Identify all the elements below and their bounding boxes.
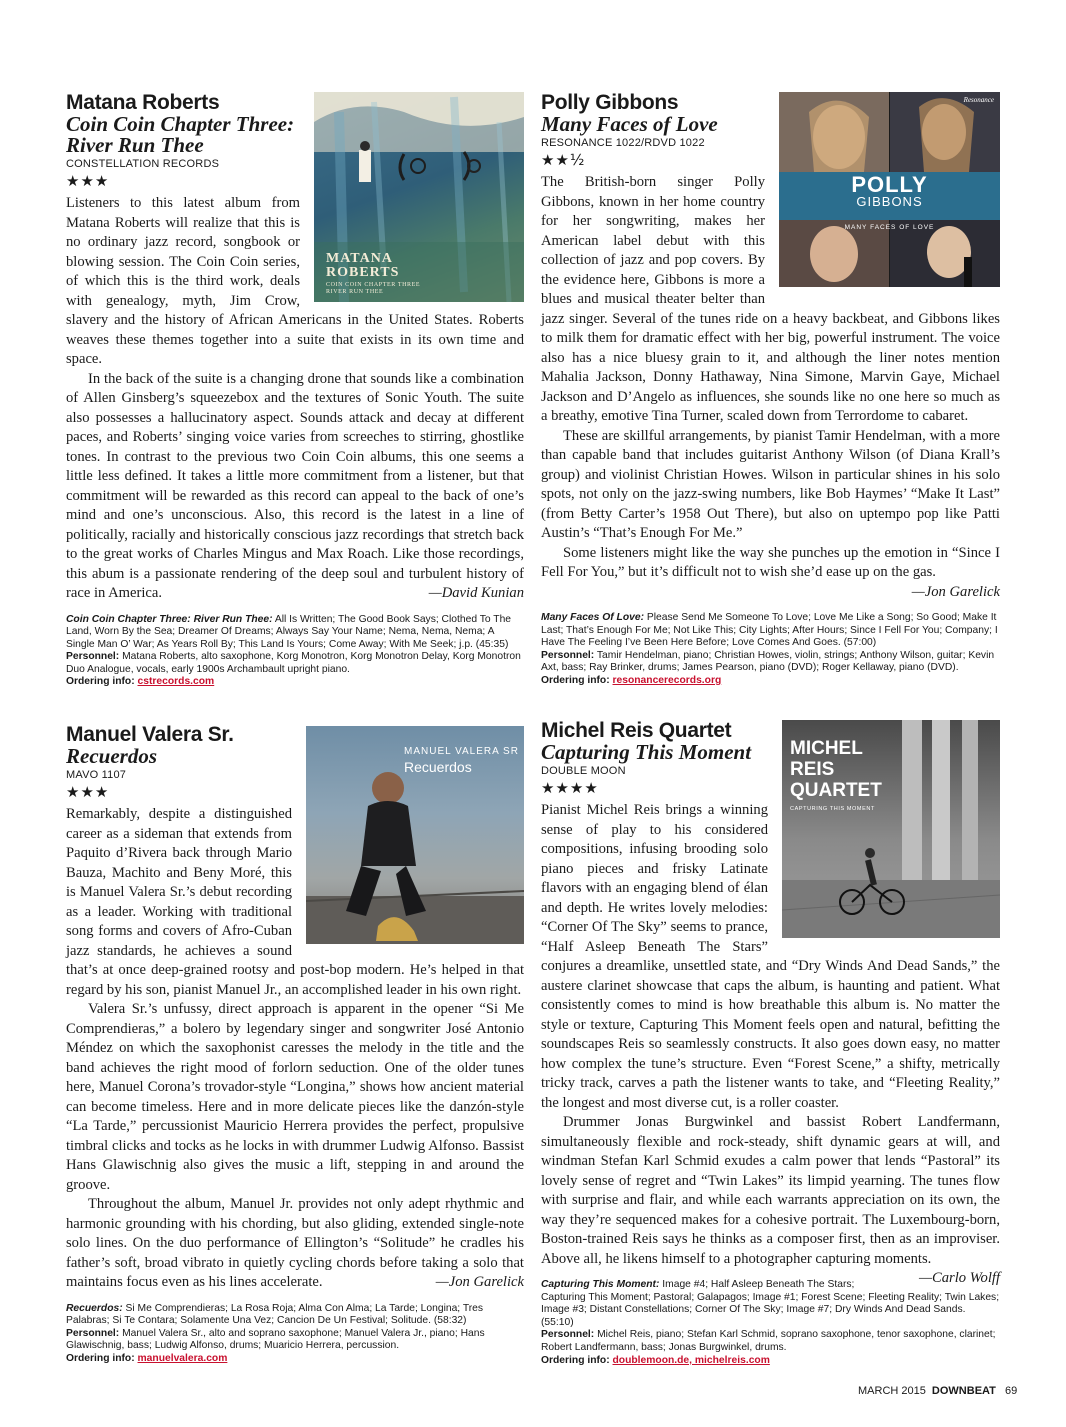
track-listing xyxy=(66,614,524,690)
review-manuel-valera xyxy=(66,724,524,1365)
album-cover-many-faces xyxy=(779,92,1000,287)
cover-album-name: Recuerdos xyxy=(404,759,472,775)
record-label: DOUBLE MOON xyxy=(541,765,626,777)
review-album-title: Recuerdos xyxy=(66,744,157,768)
tracks-title: Recuerdos: xyxy=(66,1302,123,1314)
album-cover-coin-coin xyxy=(314,92,524,302)
cover-artist-surname: GIBBONS xyxy=(856,194,923,209)
review-byline: —Carlo Wolff xyxy=(919,1270,1000,1286)
personnel-label: Personnel: xyxy=(66,1327,120,1339)
star-rating: ★★½ xyxy=(541,151,586,169)
review-byline: —Jon Garelick xyxy=(911,583,1000,600)
issue-date: MARCH 2015 xyxy=(858,1385,926,1397)
record-label: MAVO 1107 xyxy=(66,769,127,781)
track-listing xyxy=(541,612,1000,688)
personnel-list: Matana Roberts, alto saxophone, Korg Monotron, Korg Monotron Delay, Korg Monotron Duo Analogue, vocals, early 1900s Archambault upright piano. xyxy=(66,651,521,675)
review-byline: —Jon Garelick xyxy=(435,1274,524,1290)
star-rating: ★★★★ xyxy=(541,779,599,797)
tracks-title: Many Faces Of Love: xyxy=(541,612,644,623)
track-listing xyxy=(541,1279,1000,1367)
review-paragraph: Throughout the album, Manuel Jr. provides not only adept rhythmic and harmonic grounding with his chording, but also gliding, extended single-note solo lines. On the duo performance of Ellington’s “Solitude” he cradles his father’s soft, broad vibrato in quietly cycling chords before taking a solo that maintains focus even as his lines accelerate. —Jon Garelick xyxy=(66,1195,524,1293)
review-byline: —David Kunian xyxy=(428,585,524,601)
review-artist: Matana Roberts xyxy=(66,91,220,114)
cover-album-name: COIN COIN CHAPTER THREE RIVER RUN THEE xyxy=(326,282,421,295)
personnel-list: Tamir Hendelman, piano; Christian Howes, violin, strings; Anthony Wilson, guitar; Kevin Axt, bass; Ray Brinker, drums; James Pearson, piano (DVD); Roger Kellaway, piano (DVD). xyxy=(541,649,995,674)
record-label: RESONANCE 1022/RDVD 1022 xyxy=(541,137,705,149)
review-paragraph: Valera Sr.’s unfussy, direct approach is apparent in the opener “Si Me Comprendieras,” a bolero by legendary singer and songwriter José Antonio Méndez on which the saxophonist caresses the melody in the title and the band achieves the right mood of forlorn seduction. One of the older tunes here, Manuel Corona’s trovador-style “Longina,” shows how ancient material can become timeless. Here and in more delicate pieces like the danzón-style “La Tarde,” percussionist Mauricio Herrera provides the perfect, propulsive timbral clicks and tocks as he locks in with drummer Ludwig Alfonso. Bassist Hans Glawischnig also gives the music a lift, stepping in and around the groove. xyxy=(66,1001,524,1193)
record-label: CONSTELLATION RECORDS xyxy=(66,158,220,170)
tracks-list: Please Send Me Someone To Love; Love Me Like a Song; So Good; Make It Last; That’s Enough For Me; Not Like This; City Lights; After Hours; Since I Fell For You; Company; I Have The Feeling I’ve Been Here Before; Love Comes And Goes. (57:00) xyxy=(541,612,998,649)
cover-album-name: MANY FACES OF LOVE xyxy=(844,224,935,231)
star-rating: ★★★ xyxy=(66,783,110,801)
review-matana-roberts xyxy=(66,92,524,689)
tracks-title: Capturing This Moment: xyxy=(541,1279,660,1290)
track-listing xyxy=(66,1303,524,1366)
ordering-label: Ordering info: xyxy=(541,674,610,686)
review-album-title: Coin Coin Chapter Three: River Run Thee xyxy=(66,112,295,157)
album-cover-recuerdos xyxy=(306,726,524,944)
personnel-label: Personnel: xyxy=(66,651,120,663)
review-album-title: Capturing This Moment xyxy=(541,740,752,764)
review-artist: Polly Gibbons xyxy=(541,91,679,114)
review-michel-reis xyxy=(541,720,1000,1367)
review-artist: Manuel Valera Sr. xyxy=(66,723,234,746)
personnel-list: Manuel Valera Sr., alto and soprano saxophone; Manuel Valera Jr., piano; Hans Glawischnig, bass; Ludwig Alfonso, drums; Muaricio Herrera, percussion. xyxy=(66,1327,485,1352)
personnel-label: Personnel: xyxy=(541,649,595,661)
cover-album-name: CAPTURING THIS MOMENT xyxy=(790,806,875,812)
review-artist: Michel Reis Quartet xyxy=(541,719,732,742)
ordering-label: Ordering info: xyxy=(66,676,135,688)
magazine-name: DOWNBEAT xyxy=(931,1385,996,1397)
album-cover-capturing-this-moment xyxy=(782,720,1000,938)
ordering-label: Ordering info: xyxy=(66,1352,135,1364)
review-paragraph: Pianist Michel Reis brings a winning sense of play to his considered compositions, infusing brooding solo piano pieces and frisky Latinate flavors with an engaging blend of élan and depth. He writes lovely melodies: “Corner Of The Sky” seems to prance, “Half Asleep Beneath The Stars” conjures a dreamlike, unsettled state, and “Dry Winds And Dead Sands,” the austere clarinet showcase that caps the album, is haunting and patient. What consistently comes to mind is how breathable this album is. No matter the style or texture, Capturing This Moment feels open and natural, befitting the soundscapes Reis so seamlessly constructs. It also goes down easy, no matter how complex the tune’s structure. Even “Forest Scene,” a shifty, metrically tricky track, carves a path the listener wants to take, and “Fleeting Reality,” the longest and most diverse cut, is a roller coaster. xyxy=(541,802,1000,1111)
tracks-list: Image #4; Half Asleep Beneath The Stars; Capturing This Moment; Pastoral; Galapagos; Image #1; Forest Scene; Fleeting Reality; Twin Lakes; Image #3; Distant Constellations; Corner Of The Sky; Image #7; Dry Winds And Dead Sands. (55:10) xyxy=(541,1279,1000,1328)
ordering-link[interactable]: resonancerecords.org xyxy=(612,674,722,686)
review-paragraph: These are skillful arrangements, by pianist Tamir Hendelman, with a more than capable band that includes guitarist Anthony Wilson (of Diana Krall’s group) and violinist Christian Howes. Wilson in particular shines in his solo spots, not only on the jazz-swing numbers, like Bob Haymes’ “Make It Last” (from Betty Carter’s 1958 Out There), but also on uptempo pop like Patti Austin’s “That’s Enough For Me.” xyxy=(541,427,1000,541)
review-album-title: Many Faces of Love xyxy=(541,112,718,136)
review-paragraph: In the back of the suite is a changing drone that sounds like a combination of Allen Ginsberg’s squeezebox and the textures of Sonic Youth. The suite also possesses a hallucinatory aspect. Sounds attack and decay at different paces, and Roberts’ singing voice varies from screeches to stirring, ghostlike tones. In contrast to the previous two Coin Coin albums, this one seems a little less defined. It takes a little more commitment from a listener, but that commitment will be rewarded as this record can appeal to the back of one’s mind and one’s unconscious. Also, this record is the latest in a line of politically, racially and historically conscious jazz recordings that stretch back to the great works of Charles Mingus and Max Roach. Like those recordings, this abum is a passionate rendering of the deep soul and turbulent history of race in America. —David Kunian xyxy=(66,370,524,604)
tracks-list: Si Me Comprendieras; La Rosa Roja; Alma Con Alma; La Tarde; Longina; Tres Palabras; Si Te Contara; Solamente Una Vez; Cancion De Un Festival; Solitude. (58:32) xyxy=(66,1302,484,1327)
ordering-link[interactable]: manuelvalera.com xyxy=(137,1352,228,1364)
review-paragraph: Listeners to this latest album from Matana Roberts will realize that this is no ordinary jazz record, songbook or blowing session. The Coin Coin series, of which this is the third work, deals with genealogy, myth, Jim Crow, slavery and the history of African Americans in the United States. Roberts weaves these themes together into a suite that exists in its own time and space. xyxy=(66,195,524,367)
cover-artist-name: MANUEL VALERA SR xyxy=(404,746,519,757)
ordering-label: Ordering info: xyxy=(541,1354,610,1366)
personnel-label: Personnel: xyxy=(541,1329,595,1341)
page-number: 69 xyxy=(1004,1385,1018,1397)
tracks-list: All Is Written; The Good Book Says; Clothed To The Land, Worn By the Sea; Dreamer Of Dreams; Always Say Your Name; Nema, Nema, Nema; A Single Man O’ War; As Years Roll By; This Land Is Yours; Come Away; With Me Seek; j.p. (45:35) xyxy=(66,613,512,650)
page-footer xyxy=(858,1385,1017,1397)
review-paragraph: Remarkably, despite a distinguished career as a sideman that extends from Paquito d’Rivera back through Mario Bauza, Machito and Beny Moré, this is Manuel Valera Sr.’s debut recording as a leader. Working with traditional song forms and covers of Afro-Cuban jazz standards, he achieves a sound that’s at once deep-grained rootsy and post-bop modern. He’s helped in that regard by his son, pianist Manuel Jr., an accomplished leader in his own right. xyxy=(66,806,524,998)
ordering-link[interactable]: doublemoon.de, michelreis.com xyxy=(612,1354,770,1366)
cover-artist-name: MICHEL REIS QUARTET xyxy=(790,738,882,801)
ordering-link[interactable]: cstrecords.com xyxy=(137,676,215,688)
review-paragraph: The British-born singer Polly Gibbons, known in her home country for her songwriting, makes her American label debut with this collection of jazz and pop covers. By the evidence here, Gibbons is more a blues and musical theater belter than jazz singer. Several of the tunes ride on a heavy backbeat, and Gibbons likes to milk them for dramatic effect with her big, powerful instrument. The voice also has a nice bluesy grain to it, and although the liner notes mention Mahalia Jackson, Donny Hathaway, Nina Simone, Marvin Gaye, Michael Jackson and D’Angelo as influences, she sounds like no one here so much as a breathy, emotive Tina Turner, scaled down from Terrordome to cabaret. xyxy=(541,174,1000,424)
tracks-title: Coin Coin Chapter Three: River Run Thee: xyxy=(66,613,273,625)
review-paragraph: Some listeners might like the way she punches up the emotion in “Since I Fell For You,” but it’s difficult not to wish she’d ease up on the gas. xyxy=(541,544,1000,580)
star-rating: ★★★ xyxy=(66,172,110,190)
review-paragraph: Drummer Jonas Burgwinkel and bassist Robert Landfermann, simultaneously flexible and rock-steady, shift dynamic gears at will, and windman Stefan Karl Schmid exudes a calm power that lends “Pastoral” its lovely sense of regret and “Twin Lakes” its limpid yearning. The tunes flow with surprise and flair, and while each warrants appreciation on its own, the way they’re sequenced makes for a cohesive portrait. The Luxembourg-born, Boston-trained Reis says he thinks as a composer first, then as an improviser. Above all, he likens himself to a photographer capturing moments. —Carlo Wolff xyxy=(541,1113,1000,1269)
cover-label-logo: Resonance xyxy=(963,96,994,104)
review-polly-gibbons xyxy=(541,92,1000,688)
cover-artist-name: POLLY xyxy=(851,172,928,197)
cover-artist-name: MATANA ROBERTS xyxy=(326,251,400,280)
personnel-list: Michel Reis, piano; Stefan Karl Schmid, soprano saxophone, tenor saxophone, clarinet; Robert Landfermann, bass; Jonas Burgwinkel, drums. xyxy=(541,1329,996,1353)
